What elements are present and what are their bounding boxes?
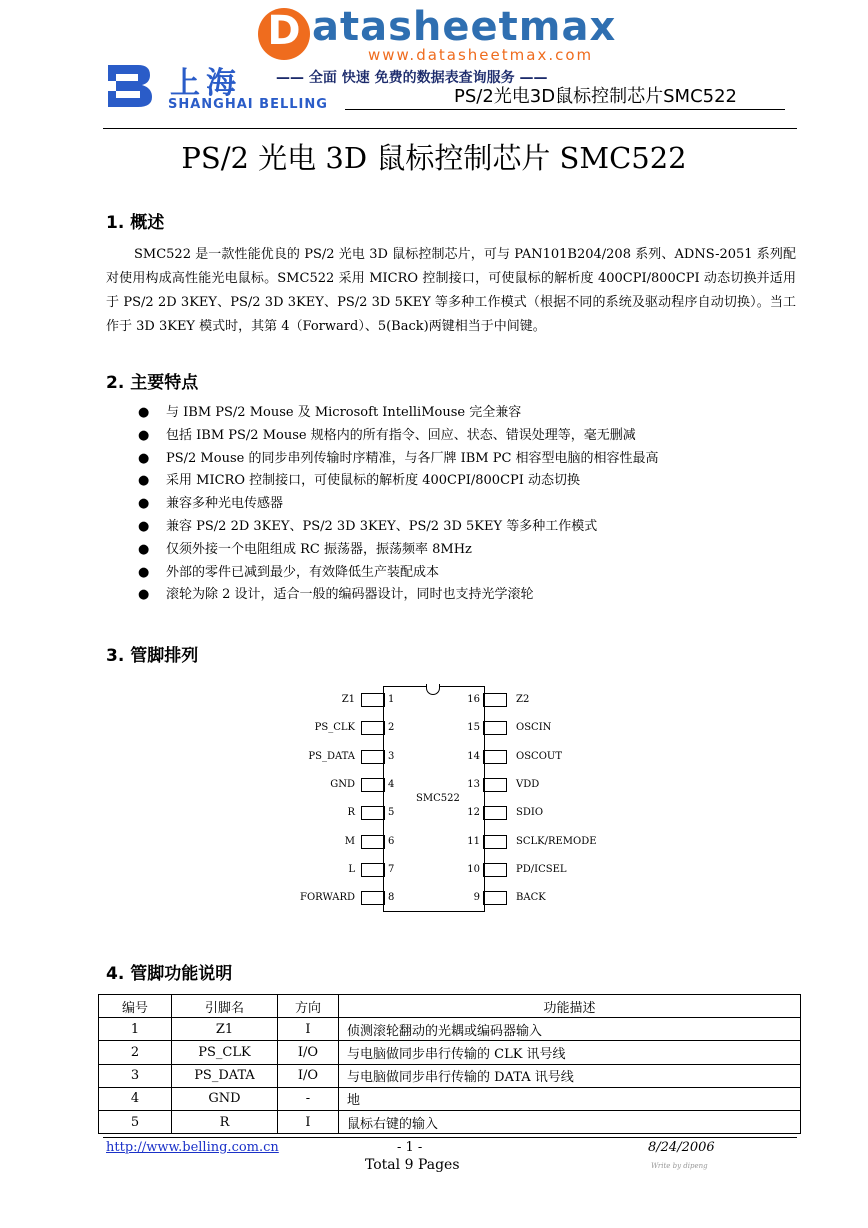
table-cell: R [172,1110,278,1133]
pin-name: OSCOUT [516,750,562,762]
pin-name: M [344,835,355,847]
section-heading-pinout: 3. 管脚排列 [106,646,199,666]
list-item: ● 与 IBM PS/2 Mouse 及 Microsoft IntelliMouse 完全兼容 [106,402,659,425]
website-link[interactable]: http://www.belling.com.cn [106,1140,279,1155]
feature-list [106,402,659,607]
section-heading-overview: 1. 概述 [106,213,165,233]
pin-number: 10 [467,863,480,875]
pin-name: SDIO [516,807,544,819]
table-cell: 5 [99,1110,172,1133]
list-item: ● 外部的零件已减到最少，有效降低生产装配成本 [106,562,659,585]
company-name-en: SHANGHAI BELLING [168,97,328,112]
pin-number: 14 [467,750,480,762]
table-cell: Z1 [172,1018,278,1041]
table-row [99,1041,801,1064]
pin-lead [361,891,385,905]
pin-name: FORWARD [300,892,355,904]
page-title: PS/2 光电 3D 鼠标控制芯片 SMC522 [181,141,687,175]
table-header-row [99,995,801,1018]
watermark-url: www.datasheetmax.com [368,46,594,64]
table-cell: 3 [99,1064,172,1087]
list-item: ● 仅须外接一个电阻组成 RC 振荡器，振荡频率 8MHz [106,539,659,562]
pin-number: 4 [388,778,395,790]
column-header: 功能描述 [339,995,801,1018]
pin-name: BACK [516,892,546,904]
pin-number: 12 [467,807,480,819]
table-cell: I [278,1018,339,1041]
table-cell: PS_DATA [172,1064,278,1087]
pin-name: Z2 [516,694,530,705]
header-divider-full [103,128,797,129]
table-cell: 鼠标右键的输入 [339,1110,801,1133]
list-item: ● 兼容多种光电传感器 [106,493,659,516]
table-row [99,1110,801,1133]
chip-label: SMC522 [416,793,460,804]
column-header: 编号 [99,995,172,1018]
table-cell: GND [172,1087,278,1110]
pin-lead [361,693,385,707]
table-row [99,1087,801,1110]
header-title: PS/2光电3D鼠标控制芯片SMC522 [454,86,737,107]
belling-logo-icon [104,63,154,109]
table-cell: 2 [99,1041,172,1064]
pin-name: OSCIN [516,722,552,734]
table-cell: 与电脑做同步串行传输的 DATA 讯号线 [339,1064,801,1087]
pin-name: VDD [516,778,540,790]
pin-number: 3 [388,750,395,762]
pin-number: 13 [467,778,480,790]
document-date: 8/24/2006 [648,1140,715,1155]
watermark-tagline: —— 全面 快速 免费的数据表查询服务 —— [276,70,548,86]
table-cell: I/O [278,1064,339,1087]
pin-name: PD/ICSEL [516,863,567,875]
table-cell: I/O [278,1041,339,1064]
list-item: ● 包括 IBM PS/2 Mouse 规格内的所有指令、回应、状态、错误处理等，毫无删减 [106,425,659,448]
section-heading-pin-functions: 4. 管脚功能说明 [106,964,233,984]
pin-lead [483,721,507,735]
column-header: 方向 [278,995,339,1018]
header-divider [345,109,785,110]
table-cell: 1 [99,1018,172,1041]
table-row [99,1064,801,1087]
overview-paragraph: SMC522 是一款性能优良的 PS/2 光电 3D 鼠标控制芯片，可与 PAN101B204/208 系列、ADNS-2051 系列配对使用构成高性能光电鼠标。SMC522 采用 MICRO 控制接口，可使鼠标的解析度 400CPI/800CPI 动态切换并适用于 PS/2 2D 3KEY、PS/2 3D 3KEY、PS/2 3D 5KEY 等多种工作模式（根据不同的系统及驱动程序自动切换）。当工作于 3D 3KEY 模式时，其第 4（Forward）、5(Back)两键相当于中间键。 [106,247,796,334]
pin-name: PS_CLK [314,722,355,734]
list-item: ● 兼容 PS/2 2D 3KEY、PS/2 3D 3KEY、PS/2 3D 5KEY 等多种工作模式 [106,516,659,539]
table-cell: - [278,1087,339,1110]
list-item: ● 滚轮为除 2 设计，适合一般的编码器设计，同时也支持光学滚轮 [106,584,659,607]
author-note: Write by dipeng [651,1162,708,1170]
pin-lead [361,721,385,735]
pin-name: Z1 [341,694,355,705]
pin-lead [361,835,385,849]
column-header: 引脚名 [172,995,278,1018]
watermark-brand: atasheetmax [312,4,617,50]
pin-name: L [348,863,355,875]
pin-lead [361,778,385,792]
pin-number: 1 [388,694,395,705]
pin-lead [483,863,507,877]
pin-lead [483,806,507,820]
list-item: ● PS/2 Mouse 的同步串列传输时序精准，与各厂牌 IBM PC 相容型电脑的相容性最高 [106,448,659,471]
table-cell: I [278,1110,339,1133]
pin-lead [361,806,385,820]
footer-divider [103,1137,797,1138]
table-cell: 与电脑做同步串行传输的 CLK 讯号线 [339,1041,801,1064]
pin-number: 6 [388,835,395,847]
pin-number: 9 [473,892,480,904]
table-cell: 4 [99,1087,172,1110]
pin-function-table [98,994,801,1134]
pin-lead [361,750,385,764]
list-item: ● 采用 MICRO 控制接口，可使鼠标的解析度 400CPI/800CPI 动态切换 [106,470,659,493]
table-cell: PS_CLK [172,1041,278,1064]
pin-name: SCLK/REMODE [516,835,597,847]
pin-name: PS_DATA [308,750,355,762]
company-name-cn: 上海 [170,66,242,101]
pin-name: GND [330,778,355,790]
pin-number: 7 [388,863,395,875]
pin-lead [483,693,507,707]
total-pages: Total 9 Pages [365,1157,460,1173]
page-number: - 1 - [397,1140,423,1155]
pin-lead [361,863,385,877]
table-cell: 地 [339,1087,801,1110]
watermark-logo-circle: D [258,8,310,60]
pin-number: 5 [388,807,395,819]
pin-name: R [347,807,355,819]
section-heading-features: 2. 主要特点 [106,373,199,393]
pin-lead [483,778,507,792]
table-row [99,1018,801,1041]
pin-number: 2 [388,722,395,734]
pin-lead [483,750,507,764]
pin-number: 16 [467,694,480,705]
pin-lead [483,891,507,905]
table-cell: 侦测滚轮翻动的光耦或编码器输入 [339,1018,801,1041]
pin-number: 15 [467,722,480,734]
pin-number: 8 [388,892,395,904]
pin-lead [483,835,507,849]
pin-number: 11 [467,835,480,847]
